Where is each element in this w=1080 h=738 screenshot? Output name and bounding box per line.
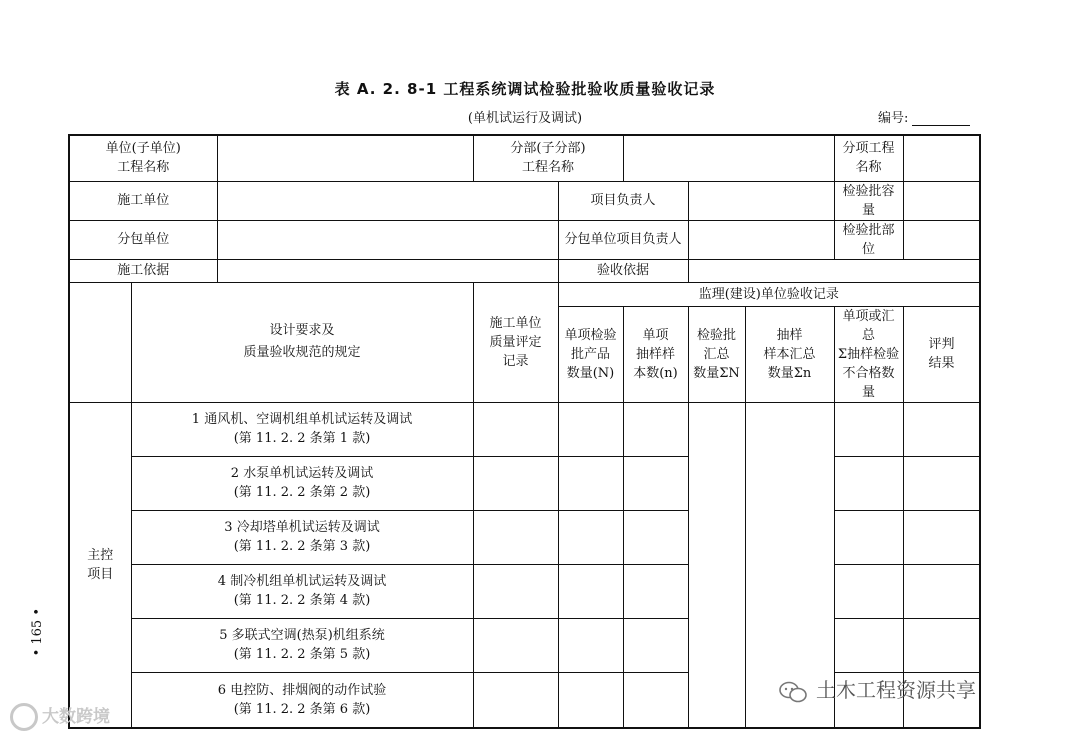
sample-total-header: 抽样 样本汇总 数量Σn bbox=[745, 306, 834, 402]
nonconforming-header: 单项或汇总 Σ抽样检验 不合格数量 bbox=[834, 306, 903, 402]
item-row-2 bbox=[131, 456, 473, 510]
product-count-cell[interactable] bbox=[558, 618, 623, 672]
item-clause: (第 11. 2. 2 条第 5 款) bbox=[233, 647, 371, 662]
contractor-record-cell[interactable] bbox=[473, 672, 558, 728]
item-clause: (第 11. 2. 2 条第 6 款) bbox=[233, 701, 371, 717]
sub-project-manager-label: 分包单位项目负责人 bbox=[558, 220, 688, 259]
contractor-label: 施工单位 bbox=[69, 181, 217, 220]
result-cell[interactable] bbox=[903, 618, 980, 672]
result-header: 评判 结果 bbox=[903, 306, 980, 402]
form-subtitle: (单机试运行及调试) bbox=[467, 111, 583, 126]
item-row-1 bbox=[131, 402, 473, 456]
design-requirement-header: 设计要求及 质量验收规范的规定 bbox=[131, 282, 473, 402]
product-count-cell[interactable] bbox=[558, 510, 623, 564]
result-cell[interactable] bbox=[903, 510, 980, 564]
sample-count-cell[interactable] bbox=[623, 564, 688, 618]
watermark-left-text: 大数跨境 bbox=[42, 707, 110, 727]
unit-name-value[interactable] bbox=[217, 135, 473, 181]
batch-location-label: 检验批部位 bbox=[834, 220, 903, 259]
product-count-header: 单项检验 批产品 数量(N) bbox=[558, 306, 623, 402]
sample-count-cell[interactable] bbox=[623, 402, 688, 456]
nonconforming-cell[interactable] bbox=[834, 618, 903, 672]
batch-capacity-label: 检验批容量 bbox=[834, 181, 903, 220]
form-title: 表 A. 2. 8-1 工程系统调试检验批验收质量验收记录 bbox=[334, 80, 716, 98]
batch-total-header: 检验批 汇总 数量ΣN bbox=[688, 306, 745, 402]
acceptance-record-table bbox=[68, 134, 981, 729]
sample-count-cell[interactable] bbox=[623, 510, 688, 564]
item-name: 6 电控防、排烟阀的动作试验 bbox=[217, 682, 387, 698]
item-name: 1 通风机、空调机组单机试运转及调试 bbox=[191, 412, 413, 427]
result-cell[interactable] bbox=[903, 564, 980, 618]
project-manager-value[interactable] bbox=[688, 181, 834, 220]
item-name: 2 水泵单机试运转及调试 bbox=[230, 466, 374, 481]
product-count-cell[interactable] bbox=[558, 402, 623, 456]
unit-name-label: 单位(子单位) 工程名称 bbox=[69, 135, 217, 181]
item-name: 3 冷却塔单机试运转及调试 bbox=[224, 520, 380, 535]
contractor-record-cell[interactable] bbox=[473, 618, 558, 672]
subcontractor-value[interactable] bbox=[217, 220, 558, 259]
acceptance-basis-value[interactable] bbox=[688, 259, 980, 282]
sample-count-header: 单项 抽样样 本数(n) bbox=[623, 306, 688, 402]
division-name-label: 分部(子分部) 工程名称 bbox=[473, 135, 623, 181]
subitem-name-label: 分项工程 名称 bbox=[834, 135, 903, 181]
page-number: • 165 • bbox=[30, 608, 45, 657]
item-clause: (第 11. 2. 2 条第 4 款) bbox=[233, 593, 371, 608]
item-row-6 bbox=[131, 672, 473, 728]
item-row-3 bbox=[131, 510, 473, 564]
result-cell[interactable] bbox=[903, 456, 980, 510]
main-control-section-label: 主控 项目 bbox=[69, 402, 131, 728]
item-row-5 bbox=[131, 618, 473, 672]
number-label: 编号: bbox=[878, 111, 909, 126]
number-field[interactable] bbox=[878, 107, 970, 126]
contractor-record-cell[interactable] bbox=[473, 564, 558, 618]
contractor-record-cell[interactable] bbox=[473, 510, 558, 564]
nonconforming-cell[interactable] bbox=[834, 564, 903, 618]
sample-count-cell[interactable] bbox=[623, 672, 688, 728]
product-count-cell[interactable] bbox=[558, 456, 623, 510]
batch-capacity-value[interactable] bbox=[903, 181, 980, 220]
nonconforming-cell[interactable] bbox=[834, 402, 903, 456]
contractor-record-cell[interactable] bbox=[473, 402, 558, 456]
sample-count-cell[interactable] bbox=[623, 456, 688, 510]
nonconforming-cell[interactable] bbox=[834, 510, 903, 564]
contractor-record-header: 施工单位 质量评定 记录 bbox=[473, 282, 558, 402]
batch-location-value[interactable] bbox=[903, 220, 980, 259]
watermark-logo-icon bbox=[10, 703, 38, 731]
item-clause: (第 11. 2. 2 条第 1 款) bbox=[233, 431, 371, 446]
acceptance-basis-label: 验收依据 bbox=[558, 259, 688, 282]
watermark-right bbox=[778, 674, 976, 704]
nonconforming-cell[interactable] bbox=[834, 456, 903, 510]
subcontractor-label: 分包单位 bbox=[69, 220, 217, 259]
sample-count-cell[interactable] bbox=[623, 618, 688, 672]
contractor-record-cell[interactable] bbox=[473, 456, 558, 510]
header-blank-cell bbox=[69, 282, 131, 402]
supervision-header: 监理(建设)单位验收记录 bbox=[558, 282, 980, 306]
result-cell[interactable] bbox=[903, 402, 980, 456]
watermark-left bbox=[10, 702, 110, 731]
item-name: 5 多联式空调(热泵)机组系统 bbox=[219, 628, 385, 643]
construction-basis-value[interactable] bbox=[217, 259, 558, 282]
division-name-value[interactable] bbox=[623, 135, 834, 181]
wechat-icon bbox=[778, 680, 808, 704]
contractor-value[interactable] bbox=[217, 181, 558, 220]
item-clause: (第 11. 2. 2 条第 2 款) bbox=[233, 485, 371, 500]
batch-total-cell[interactable] bbox=[688, 402, 745, 728]
product-count-cell[interactable] bbox=[558, 672, 623, 728]
sub-project-manager-value[interactable] bbox=[688, 220, 834, 259]
watermark-right-text: 土木工程资源共享 bbox=[816, 678, 976, 702]
item-row-4 bbox=[131, 564, 473, 618]
project-manager-label: 项目负责人 bbox=[558, 181, 688, 220]
subitem-name-value[interactable] bbox=[903, 135, 980, 181]
item-name: 4 制冷机组单机试运转及调试 bbox=[217, 574, 387, 589]
product-count-cell[interactable] bbox=[558, 564, 623, 618]
item-clause: (第 11. 2. 2 条第 3 款) bbox=[233, 539, 371, 554]
number-blank[interactable] bbox=[912, 113, 970, 126]
construction-basis-label: 施工依据 bbox=[69, 259, 217, 282]
